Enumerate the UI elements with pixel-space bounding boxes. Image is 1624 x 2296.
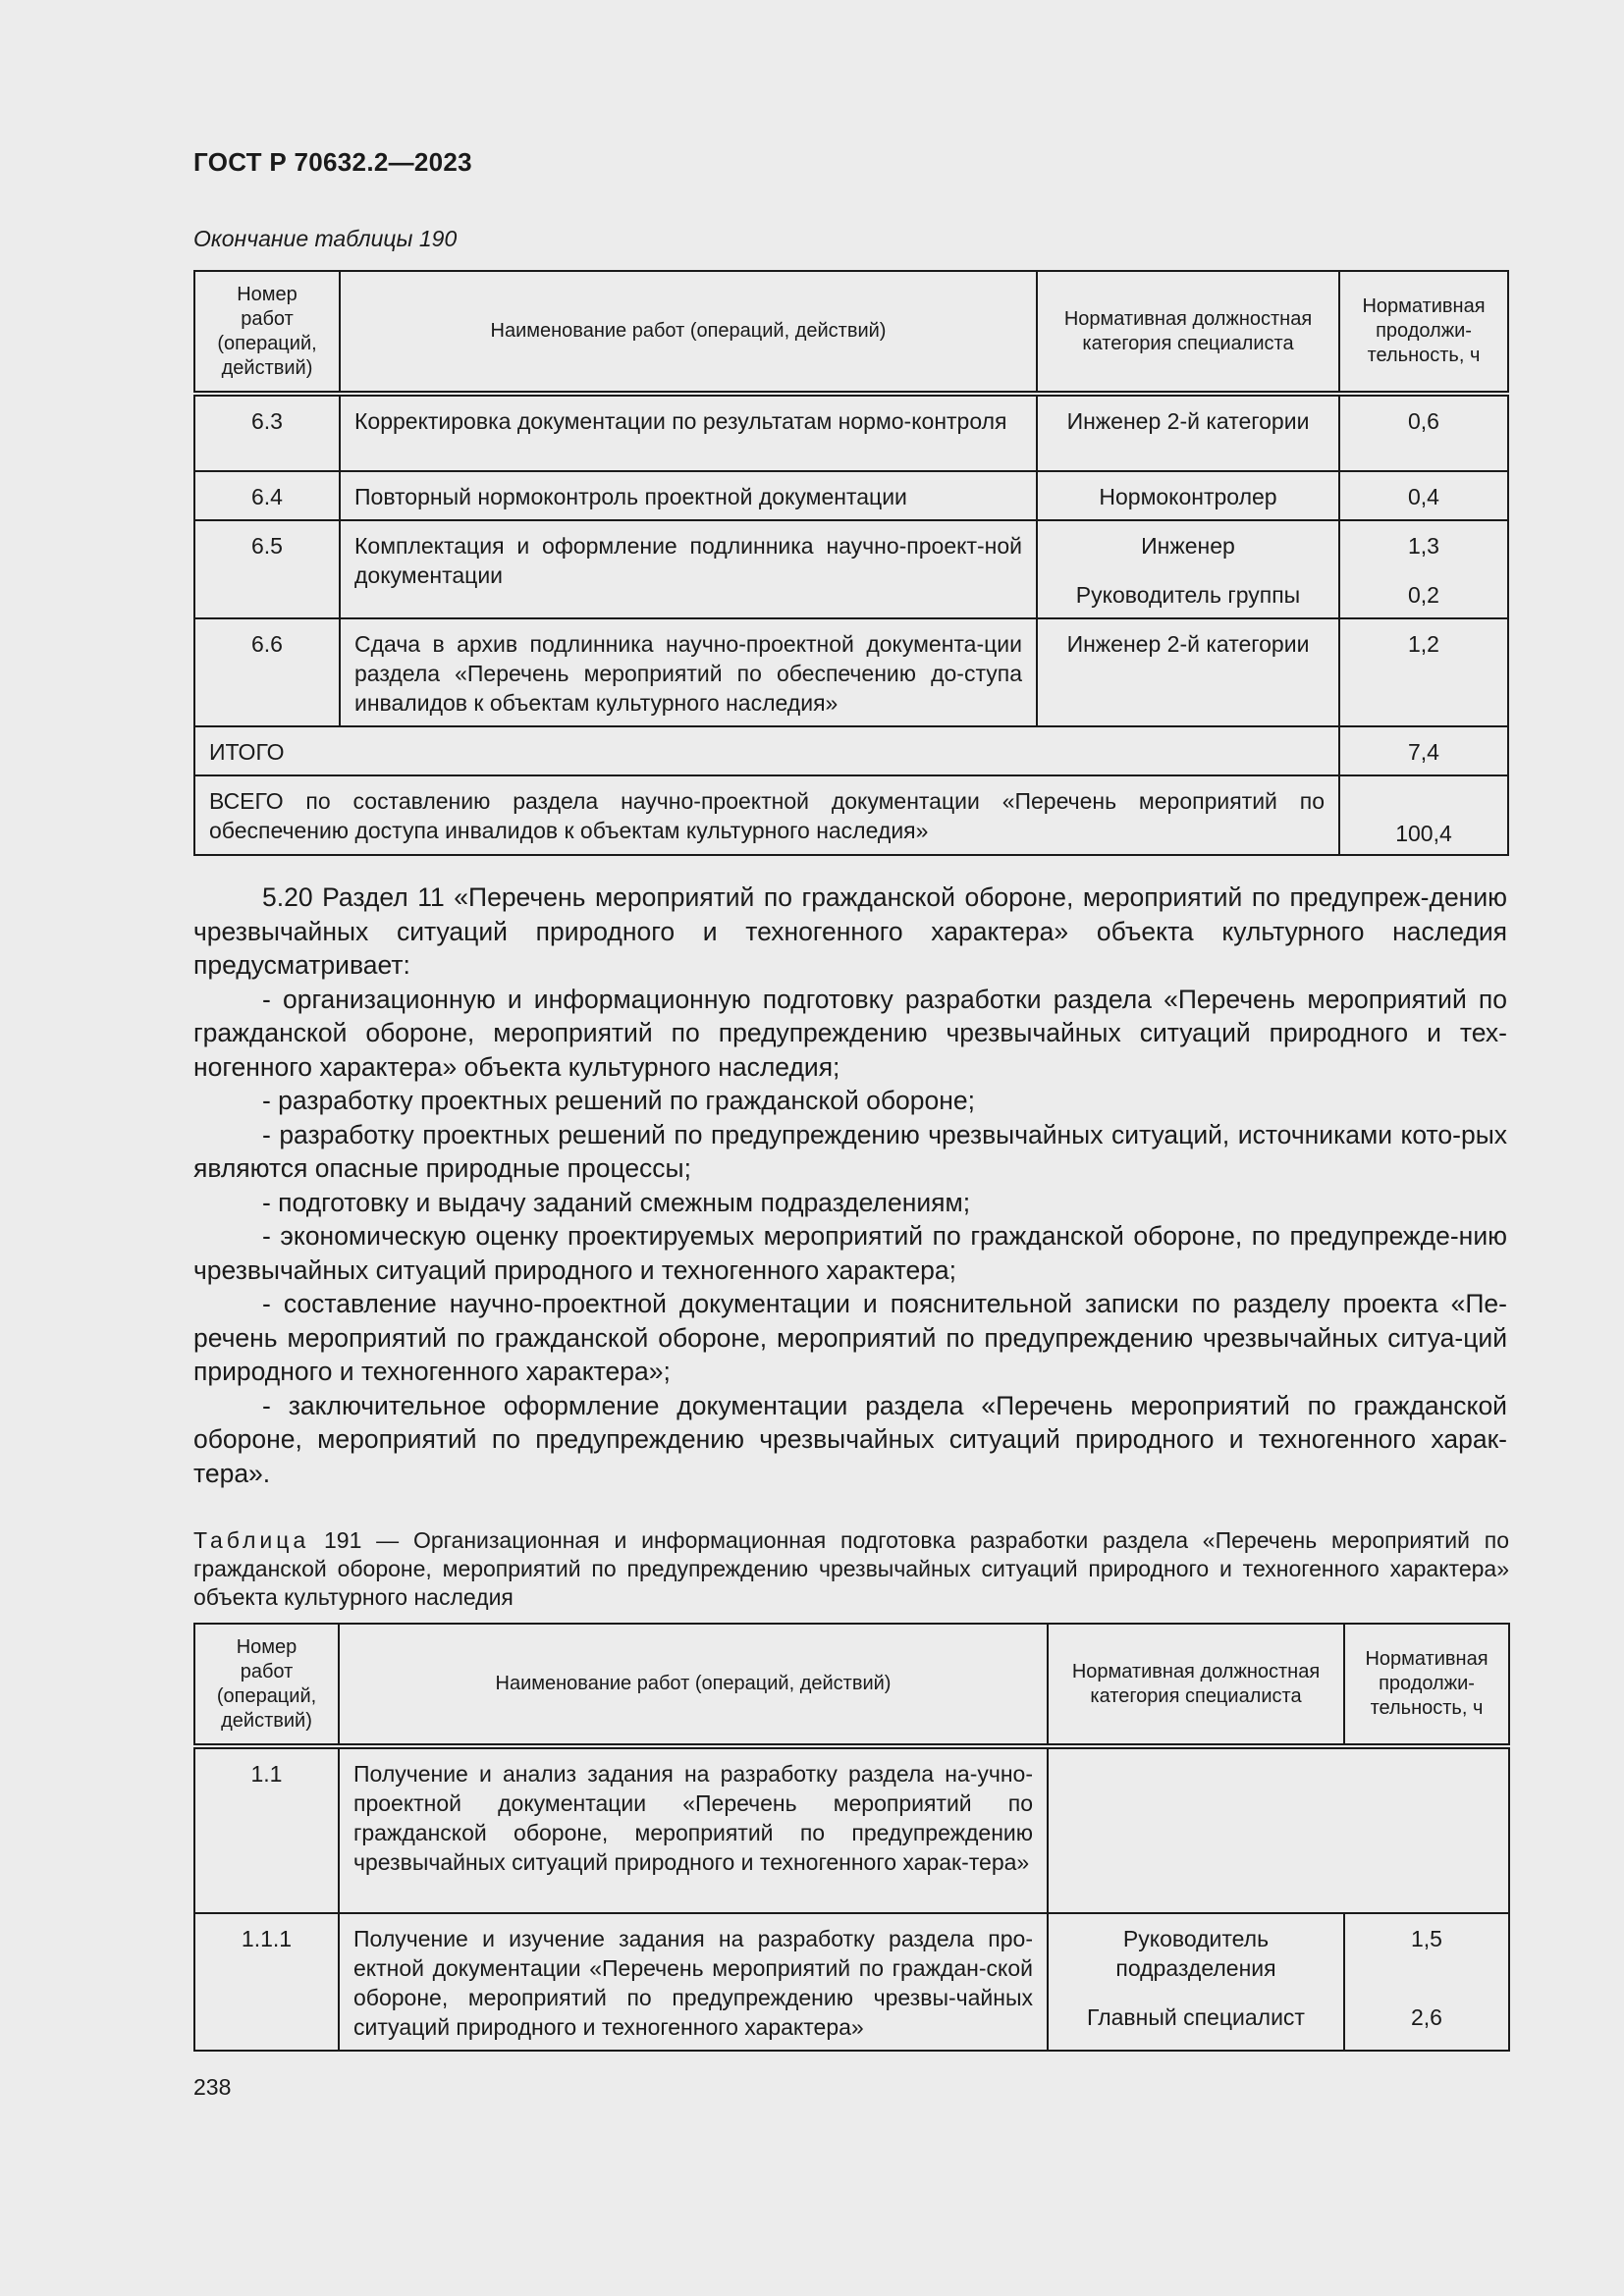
list-item: - организационную и информационную подготовку разработки раздела «Перечень мероприятий по гражданской обороне, мероприятий по предупреждению чрезвычайных ситуаций природного и тех-ногенного характера» объекта культурного наследия; [193,984,1507,1082]
table-row [194,1913,1509,2051]
table-caption-text: 191 — Организационная и информационная подготовка разработки раздела «Перечень мероприятий по гражданской обороне, мероприятий по предупреждению чрезвычайных ситуаций природного и техногенного характера» объекта культурного наследия [193,1527,1509,1610]
document-id: ГОСТ Р 70632.2—2023 [193,147,472,177]
row-duration: 0,4 [1339,471,1508,520]
duration-line: 1,3 [1408,533,1439,559]
row-duration [1344,1913,1509,2051]
header-duration: Нормативная продолжи-тельность, ч [1339,271,1508,394]
row-num: 1.1 [194,1746,339,1913]
row-empty-cell [1048,1746,1509,1913]
row-name: Получение и анализ задания на разработку раздела на-учно-проектной документации «Перечень мероприятий по гражданской обороне, мероприятий по предупреждению чрезвычайных ситуаций природного и техногенного харак-тера» [339,1746,1048,1913]
list-item: - разработку проектных решений по предупреждению чрезвычайных ситуаций, источниками кото-рых являются опасные природные процессы; [193,1119,1507,1183]
itogo-label: ИТОГО [194,726,1339,775]
total-row [194,726,1508,775]
header-name: Наименование работ (операций, действий) [340,271,1037,394]
header-num: Номер работ (операций, действий) [194,1624,339,1746]
table-header-row [194,1624,1509,1746]
row-name: Комплектация и оформление подлинника научно-проект-ной документации [340,520,1037,618]
row-duration [1339,520,1508,618]
row-num: 6.6 [194,618,340,726]
vsego-value: 100,4 [1339,775,1508,855]
table-row [194,618,1508,726]
table-191-caption [193,1526,1509,1612]
table-191 [193,1623,1510,2052]
table-row [194,471,1508,520]
table-caption-word: Таблица [193,1527,310,1553]
row-num: 6.5 [194,520,340,618]
table-row [194,1746,1509,1913]
row-num: 6.4 [194,471,340,520]
vsego-label: ВСЕГО по составлению раздела научно-проектной документации «Перечень мероприятий по обеспечению доступа инвалидов к объектам культурного наследия» [194,775,1339,855]
row-duration: 0,6 [1339,394,1508,471]
header-name: Наименование работ (операций, действий) [339,1624,1048,1746]
header-category: Нормативная должностная категория специалиста [1037,271,1339,394]
duration-line: 1,5 [1411,1926,1442,1951]
page-number: 238 [193,2074,232,2100]
row-name: Получение и изучение задания на разработку раздела про-ектной документации «Перечень мероприятий по граждан-ской обороне, мероприятий по предупреждению чрезвы-чайных ситуаций природного и техногенного характера» [339,1913,1048,2051]
category-line: Инженер [1141,533,1235,559]
category-line: Руководитель подразделения [1115,1926,1276,1981]
category-line: Главный специалист [1087,2004,1305,2030]
table-header-row [194,271,1508,394]
row-category [1048,1913,1344,2051]
grand-total-row [194,775,1508,855]
itogo-value: 7,4 [1339,726,1508,775]
list-item: - заключительное оформление документации раздела «Перечень мероприятий по гражданской обороне, мероприятий по предупреждению чрезвычайных ситуаций природного и техногенного харак-тера». [193,1390,1507,1488]
row-num: 6.3 [194,394,340,471]
row-category: Инженер 2-й категории [1037,394,1339,471]
list-item: - составление научно-проектной документации и пояснительной записки по разделу проекта «Пе-речень мероприятий по гражданской обороне, мероприятий по предупреждению чрезвычайных ситуа-ций природного и техногенного характера»; [193,1289,1507,1386]
section-intro: 5.20 Раздел 11 «Перечень мероприятий по гражданской обороне, мероприятий по предупреж-дению чрезвычайных ситуаций природного и техногенного характера» объекта культурного наследия предусматривает: [193,882,1507,980]
row-category [1037,520,1339,618]
duration-line: 2,6 [1411,2004,1442,2030]
category-line: Руководитель группы [1075,582,1301,608]
row-num: 1.1.1 [194,1913,339,2051]
row-category: Инженер 2-й категории [1037,618,1339,726]
table-row [194,394,1508,471]
row-duration: 1,2 [1339,618,1508,726]
row-name: Повторный нормоконтроль проектной документации [340,471,1037,520]
table-row [194,520,1508,618]
header-duration: Нормативная продолжи-тельность, ч [1344,1624,1509,1746]
header-category: Нормативная должностная категория специалиста [1048,1624,1344,1746]
section-5-20-text [193,881,1507,1490]
header-num: Номер работ (операций, действий) [194,271,340,394]
row-name: Корректировка документации по результатам нормо-контроля [340,394,1037,471]
row-name: Сдача в архив подлинника научно-проектной документа-ции раздела «Перечень мероприятий по обеспечению до-ступа инвалидов к объектам культурного наследия» [340,618,1037,726]
list-item: - подготовку и выдачу заданий смежным подразделениям; [262,1187,971,1217]
list-item: - экономическую оценку проектируемых мероприятий по гражданской обороне, по предупрежде-нию чрезвычайных ситуаций природного и техногенного характера; [193,1221,1507,1285]
table-190 [193,270,1509,856]
table-190-continuation-caption: Окончание таблицы 190 [193,226,458,251]
list-item: - разработку проектных решений по гражданской обороне; [262,1086,975,1115]
duration-line: 0,2 [1408,582,1439,608]
row-category: Нормоконтролер [1037,471,1339,520]
